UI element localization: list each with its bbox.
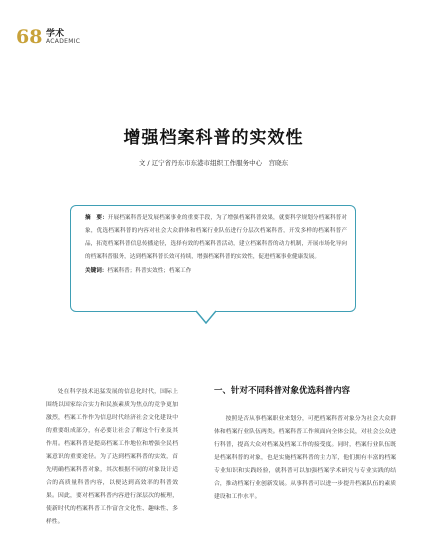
section-label: 学术 [46, 29, 65, 39]
abstract-label: 摘 要： [85, 215, 108, 221]
abstract-text: 开展档案科普是发展档案事业的重要手段，为了增强档案科普效果，就要科学规划分档案科普对象，优选档案科普的内容对社会大众群体和档案行业队伍进行分层次档案科普，开发多样的档案科普产品，拓宽档案科普信息传播途径，选择有效的档案科普活动，建立档案科普的动力机制，开展市场化导向的档案科普服务，达到档案科普长效可持续，增强档案科普的实效性，促进档案事业健康发展。 [85, 215, 347, 260]
body-paragraph: 处在科学技术迅猛发展的信息化时代，国际上围绕以国家综合实力和民族素质为焦点的竞争更加激烈，档案工作作为信息时代经济社会文化建设中的重要组成部分，有必要让社会了解这个行业及其作用。档案科普是提高档案工作地位和增强全民档案意识的重要途径。为了达到档案科普的实效，首先明确档案科普对象，其次根据不同的对象设计适合的高质量科普内容，以便达到高效率的科普效果。因此，要对档案科普内容进行深层次的梳理，使新时代的档案科普工作富含文化性、趣味性、多样性。 [46, 389, 178, 525]
body-column-left [46, 386, 178, 529]
keywords-label: 关键词： [85, 268, 108, 274]
body-paragraph: 按照是否从事档案职业来划分，可把档案科普对象分为社会大众群体和档案行业队伍两类。档案科普工作须面向全体公民，对社会公众进行科普，提高大众对档案及档案工作的接受度。同时，档案行业队伍既是档案科普的对象，也是实施档案科普的主力军，他们拥有丰富的档案专业知识和实践经验，就科普可以加强档案学术研究与专业实践的结合，推动档案行业创新发展。从事科普可以进一步提升档案队伍的素质建设和工作水平。 [214, 416, 396, 500]
page-number: 68 [16, 26, 43, 48]
abstract-paragraph [85, 212, 347, 264]
section-label-en: ACADEMIC [46, 38, 81, 45]
author-line: 文 / 辽宁省丹东市东港市组织工作服务中心 宫晓东 [138, 159, 289, 167]
body-column-right [214, 413, 396, 504]
article-title: 增强档案科普的实效性 [123, 128, 304, 148]
abstract-box [70, 205, 356, 312]
section-heading: 一、针对不同科普对象优选科普内容 [214, 386, 351, 396]
keywords-paragraph [85, 265, 347, 278]
callout-tail-icon [196, 310, 216, 324]
keywords-text: 档案科普；科普实效性；档案工作 [107, 268, 192, 274]
